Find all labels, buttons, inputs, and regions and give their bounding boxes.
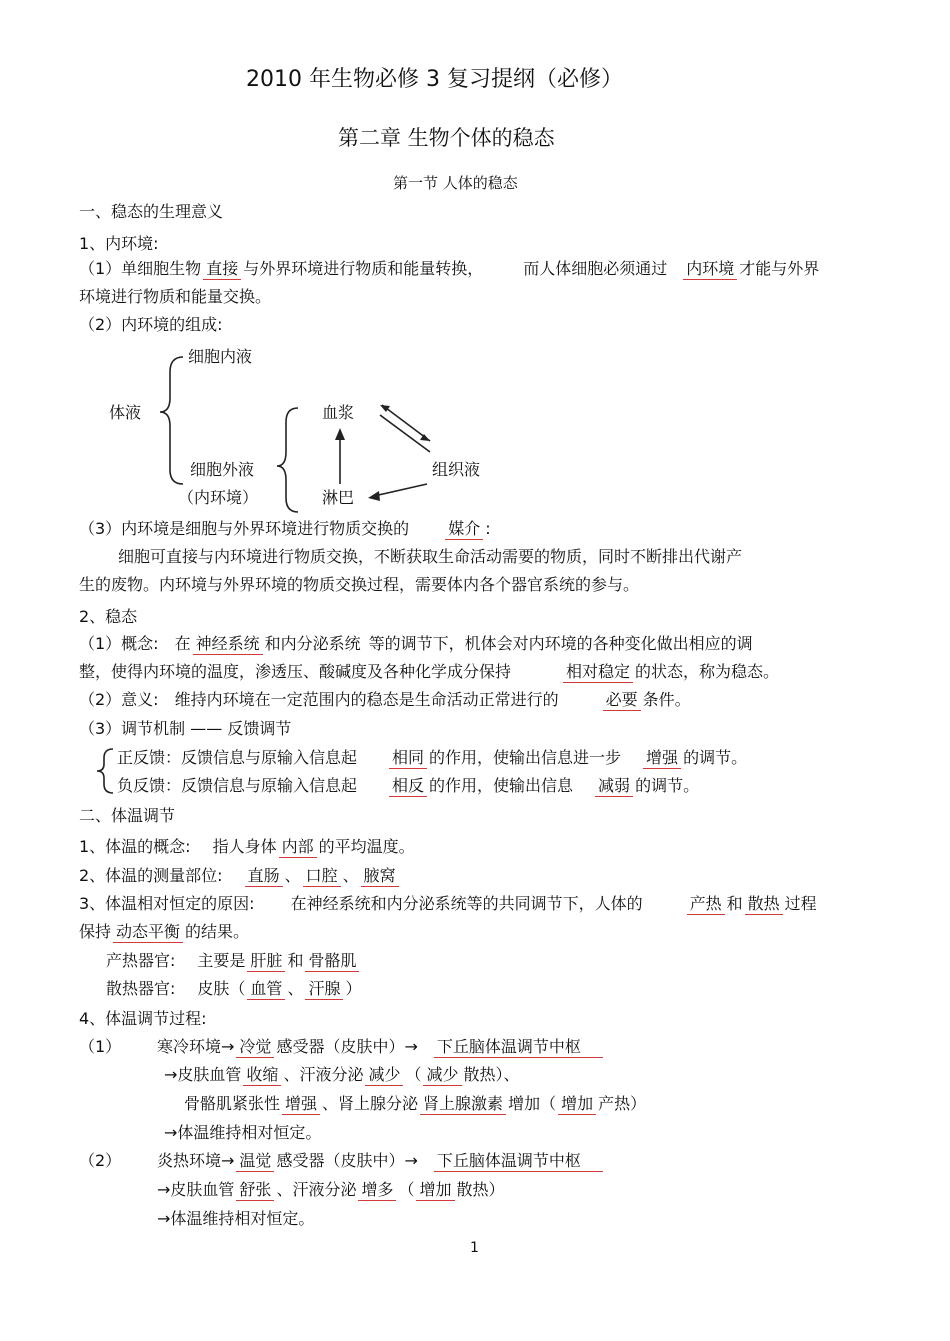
blank-answer: 下丘脑体温调节中枢 [434, 1151, 603, 1172]
paragraph-line: 保持 动态平衡 的结果。 [79, 922, 250, 941]
blank-answer: 下丘脑体温调节中枢 [434, 1037, 603, 1058]
blank-answer: 内环境 [683, 259, 737, 280]
paragraph-line: （2）意义: 维持内环境在一定范围内的稳态是生命活动正常进行的 必要 条件。 [79, 690, 691, 709]
label-extracellular-fluid: 细胞外液 [190, 460, 255, 479]
blank-answer: 减少 [365, 1065, 403, 1086]
blank-answer: 必要 [603, 690, 641, 711]
heading-1: 一、稳态的生理意义 [79, 202, 224, 221]
blank-answer: 动态平衡 [113, 922, 183, 943]
blank-answer: 肾上腺激素 [420, 1094, 506, 1115]
heading-2: 二、体温调节 [79, 806, 176, 825]
blank-answer: 媒介 [445, 519, 483, 540]
negative-feedback-line: 负反馈：反馈信息与原输入信息起 相反 的作用，使输出信息 减弱 的调节。 [117, 776, 700, 795]
blank-answer: 神经系统 [193, 634, 263, 655]
blank-answer: 相同 [389, 748, 427, 769]
blank-answer: 口腔 [303, 866, 341, 887]
blank-answer: 冷觉 [236, 1037, 274, 1058]
cold-line-2: →皮肤血管 收缩 、汗液分泌 减少 （ 减少 散热）、 [164, 1065, 520, 1084]
cold-line-1: 寒冷环境→ 冷觉 感受器（皮肤中）→ 下丘脑体温调节中枢 [157, 1037, 605, 1058]
hot-line-3: →体温维持相对恒定。 [157, 1209, 315, 1228]
blank-answer: 收缩 [243, 1065, 281, 1086]
blank-answer: 增加 [558, 1094, 596, 1115]
subheading-internal-environment: 1、内环境: [79, 234, 159, 253]
blank-answer: 舒张 [236, 1180, 274, 1201]
paragraph-line: 4、体温调节过程: [79, 1009, 207, 1028]
paragraph-line: 散热器官: 皮肤（ 血管 、 汗腺 ） [106, 979, 362, 998]
label-internal-environment: （内环境） [178, 488, 259, 507]
blank-answer: 汗腺 [305, 979, 343, 1000]
chapter-title: 第二章 生物个体的稳态 [338, 126, 555, 150]
blank-answer: 散热 [745, 894, 783, 915]
cold-line-3: 骨骼肌紧张性 增强 、肾上腺分泌 肾上腺激素 增加（ 增加 产热） [184, 1094, 647, 1113]
paragraph-line: （3）调节机制 —— 反馈调节 [79, 719, 292, 738]
blank-answer: 减少 [423, 1065, 461, 1086]
paragraph-line: 细胞可直接与内环境进行物质交换，不断获取生命活动需要的物质，同时不断排出代谢产 [118, 547, 743, 566]
blank-answer: 血管 [247, 979, 285, 1000]
hot-line-1: 炎热环境→ 温觉 感受器（皮肤中）→ 下丘脑体温调节中枢 [157, 1151, 605, 1172]
label-body-fluid: 体液 [109, 403, 142, 422]
paragraph-line: 环境进行物质和能量交换。 [79, 287, 272, 306]
paragraph-line: （3）内环境是细胞与外界环境进行物质交换的 媒介 : [79, 519, 491, 538]
paragraph-line: 2、体温的测量部位: 直肠 、 口腔 、 腋窝 [79, 866, 401, 887]
blank-answer: 产热 [687, 894, 725, 915]
document-title: 2010 年生物必修 3 复习提纲（必修） [246, 67, 623, 92]
blank-answer: 相反 [389, 776, 427, 797]
paragraph-line: 生的废物。内环境与外界环境的物质交换过程，需要体内各个器官系统的参与。 [79, 575, 640, 594]
paragraph-line: （1）概念: 在 神经系统 和内分泌系统 等的调节下，机体会对内环境的各种变化做出相应的调 [79, 634, 753, 653]
blank-answer: 相对稳定 [563, 662, 633, 683]
blank-answer: 腋窝 [361, 866, 399, 887]
label-lymph: 淋巴 [322, 488, 355, 507]
section-title: 第一节 人体的稳态 [393, 174, 518, 192]
paragraph-line: 产热器官: 主要是 肝脏 和 骨骼肌 [106, 951, 361, 972]
label-intracellular-fluid: 细胞内液 [188, 347, 253, 366]
paragraph-line: （1）单细胞生物 直接 与外界环境进行物质和能量转换， 而人体细胞必须通过 内环境 才能与外界 [79, 259, 820, 278]
blank-answer: 温觉 [236, 1151, 274, 1172]
blank-answer: 直接 [203, 259, 241, 280]
hot-line-2: →皮肤血管 舒张 、汗液分泌 增多 （ 增加 散热） [157, 1180, 505, 1199]
label-tissue-fluid: 组织液 [432, 460, 481, 479]
blank-answer: 骨骼肌 [305, 951, 359, 972]
list-number: （2） [79, 1151, 122, 1170]
cold-line-4: →体温维持相对恒定。 [164, 1123, 322, 1142]
blank-answer: 增加 [416, 1180, 454, 1201]
positive-feedback-line: 正反馈：反馈信息与原输入信息起 相同 的作用，使输出信息进一步 增强 的调节。 [117, 748, 748, 767]
paragraph-line: 1、体温的概念: 指人身体 内部 的平均温度。 [79, 837, 415, 856]
blank-answer: 增强 [282, 1094, 320, 1115]
label-plasma: 血浆 [322, 403, 355, 422]
blank-answer: 肝脏 [247, 951, 285, 972]
blank-answer: 增强 [643, 748, 681, 769]
blank-answer: 内部 [279, 837, 317, 858]
page-number: 1 [470, 1240, 479, 1256]
paragraph-line: （2）内环境的组成: [79, 315, 223, 334]
list-number: （1） [79, 1037, 122, 1056]
paragraph-line: 3、体温相对恒定的原因: 在神经系统和内分泌系统等的共同调节下，人体的 产热 和 散热 过程 [79, 894, 817, 913]
blank-answer: 直肠 [245, 866, 283, 887]
blank-answer: 增多 [358, 1180, 396, 1201]
blank-answer: 减弱 [595, 776, 633, 797]
paragraph-line: 整，使得内环境的温度，渗透压、酸碱度及各种化学成分保持 相对稳定 的状态，称为稳态。 [79, 662, 780, 681]
subheading-homeostasis: 2、稳态 [79, 607, 138, 626]
